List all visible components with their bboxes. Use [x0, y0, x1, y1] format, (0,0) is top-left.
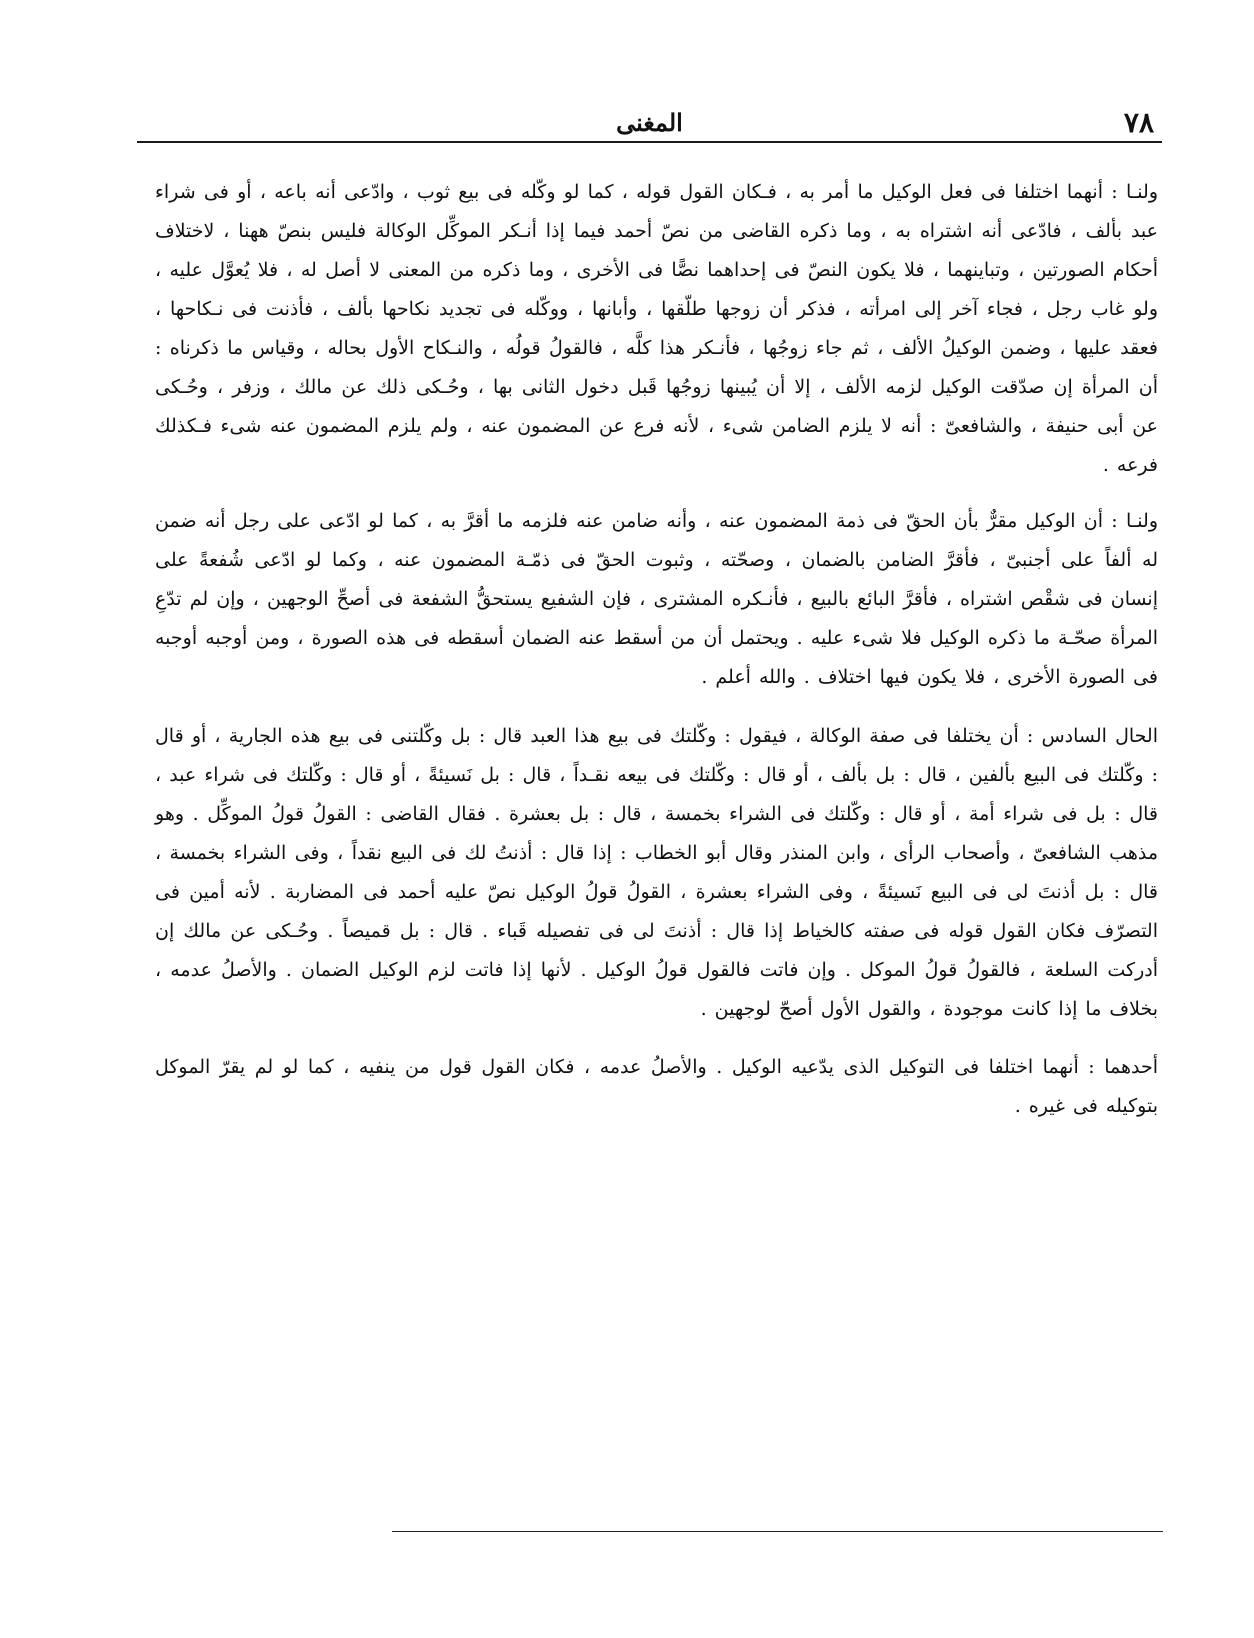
page-number: ٧٨ [1123, 106, 1154, 139]
paragraph-1: ولنـا : أنهما اختلفا فى فعل الوكيل ما أمر به ، فـكان القول قوله ، كما لو وكّله فى بيع ثوب ، وادّعى أنه باعه ، أو فى شراء عبد بألف ، فادّعى أنه اشتراه به ، وما ذكره القاضى من نصّ أحمد فيما إذا أنـكر الموكِّل الوكالة فليس بنصّ ههنا ، لاختلاف أحكام الصورتين ، وتباينهما ، فلا يكون النصّ فى إحداهما نصًّا فى الأخرى ، وما ذكره من المعنى لا أصل له ، فلا يُعوَّل عليه ، ولو غاب رجل ، فجاء آخر إلى امرأته ، فذكر أن زوجها طلّقها ، وأبانها ، ووكّله فى تجديد نكاحها بألف ، فأذنت فى نـكاحها ، فعقد عليها ، وضمن الوكيلُ الألف ، ثم جاء زوجُها ، فأنـكر هذا كلَّه ، فالقولُ قولُه ، والنـكاح الأول بحاله ، وقياس ما ذكرناه : أن المرأة إن صدّقت الوكيل لزمه الألف ، إلا أن يُبينها زوجُها قَبل دخول الثانى بها ، وحُـكى ذلك عن مالك ، وزفر ، وحُـكى عن أبى حنيفة ، والشافعىّ : أنه لا يلزم الضامن شىء ، لأنه فرع عن المضمون عنه ، ولم يلزم المضمون عنه شىء فـكذلك فرعه . [155, 181, 1158, 476]
header-divider [137, 141, 1162, 143]
paragraph-2: ولنـا : أن الوكيل مقرٌّ بأن الحقّ فى ذمة المضمون عنه ، وأنه ضامن عنه فلزمه ما أقرَّ به ، كما لو ادّعى على رجل أنه ضمن له ألفاً على أجنبىّ ، فأقرَّ الضامن بالضمان ، وصحّته ، وثبوت الحقّ فى ذمّـة المضمون عنه ، وكما لو ادّعى شُفعةً على إنسان فى شقْص اشتراه ، فأقرَّ البائع بالبيع ، فأنـكره المشترى ، فإن الشفيع يستحقُّ الشفعة فى أصحِّ الوجهين ، وإن لم تدّعِ المرأة صحّـة ما ذكره الوكيل فلا شىء عليه . ويحتمل أن من أسقط عنه الضمان أسقطه فى هذه الصورة ، ومن أوجبه أوجبه فى الصورة الأخرى ، فلا يكون فيها اختلاف . والله أعلم . [155, 510, 1158, 688]
footer-divider [392, 1531, 1163, 1532]
running-title: المغنى [616, 108, 683, 137]
page-header [137, 104, 1162, 150]
body-text [155, 173, 1158, 1126]
paragraph-3: الحال السادس : أن يختلفا فى صفة الوكالة ، فيقول : وكّلتك فى بيع هذا العبد قال : بل وكّلتنى فى بيع هذه الجارية ، أو قال : وكّلتك فى البيع بألفين ، قال : بل بألف ، أو قال : وكّلتك فى بيعه نقـداً ، قال : بل نَسيئةً ، أو قال : وكّلتك فى شراء عبد ، قال : بل فى شراء أمة ، أو قال : وكّلتك فى الشراء بخمسة ، قال : بل بعشرة . فقال القاضى : القولُ قولُ الموكِّل . وهو مذهب الشافعىّ ، وأصحاب الرأى ، وابن المنذر وقال أبو الخطاب : إذا قال : أذنتُ لك فى البيع نقداً ، وفى الشراء بخمسة ، قال : بل أذنتَ لى فى البيع نَسيئةً ، وفى الشراء بعشرة ، القولُ قولُ الوكيل نصّ عليه أحمد فى المضاربة . لأنه أمين فى التصرّف فكان القول قوله فى صفته كالخياط إذا قال : أذنتَ لى فى تفصيله قَباء . قال : بل قميصاً . وحُـكى عن مالك إن أدركت السلعة ، فالقولُ قولُ الموكل . وإن فاتت فالقول قولُ الوكيل . لأنها إذا فاتت لزم الوكيل الضمان . والأصلُ عدمه ، بخلاف ما إذا كانت موجودة ، والقول الأول أصحّ لوجهين . [155, 725, 1158, 1020]
paragraph-4: أحدهما : أنهما اختلفا فى التوكيل الذى يدّعيه الوكيل . والأصلُ عدمه ، فكان القول قول من ينفيه ، كما لو لم يقرّ الموكل بتوكيله فى غيره . [155, 1056, 1158, 1117]
